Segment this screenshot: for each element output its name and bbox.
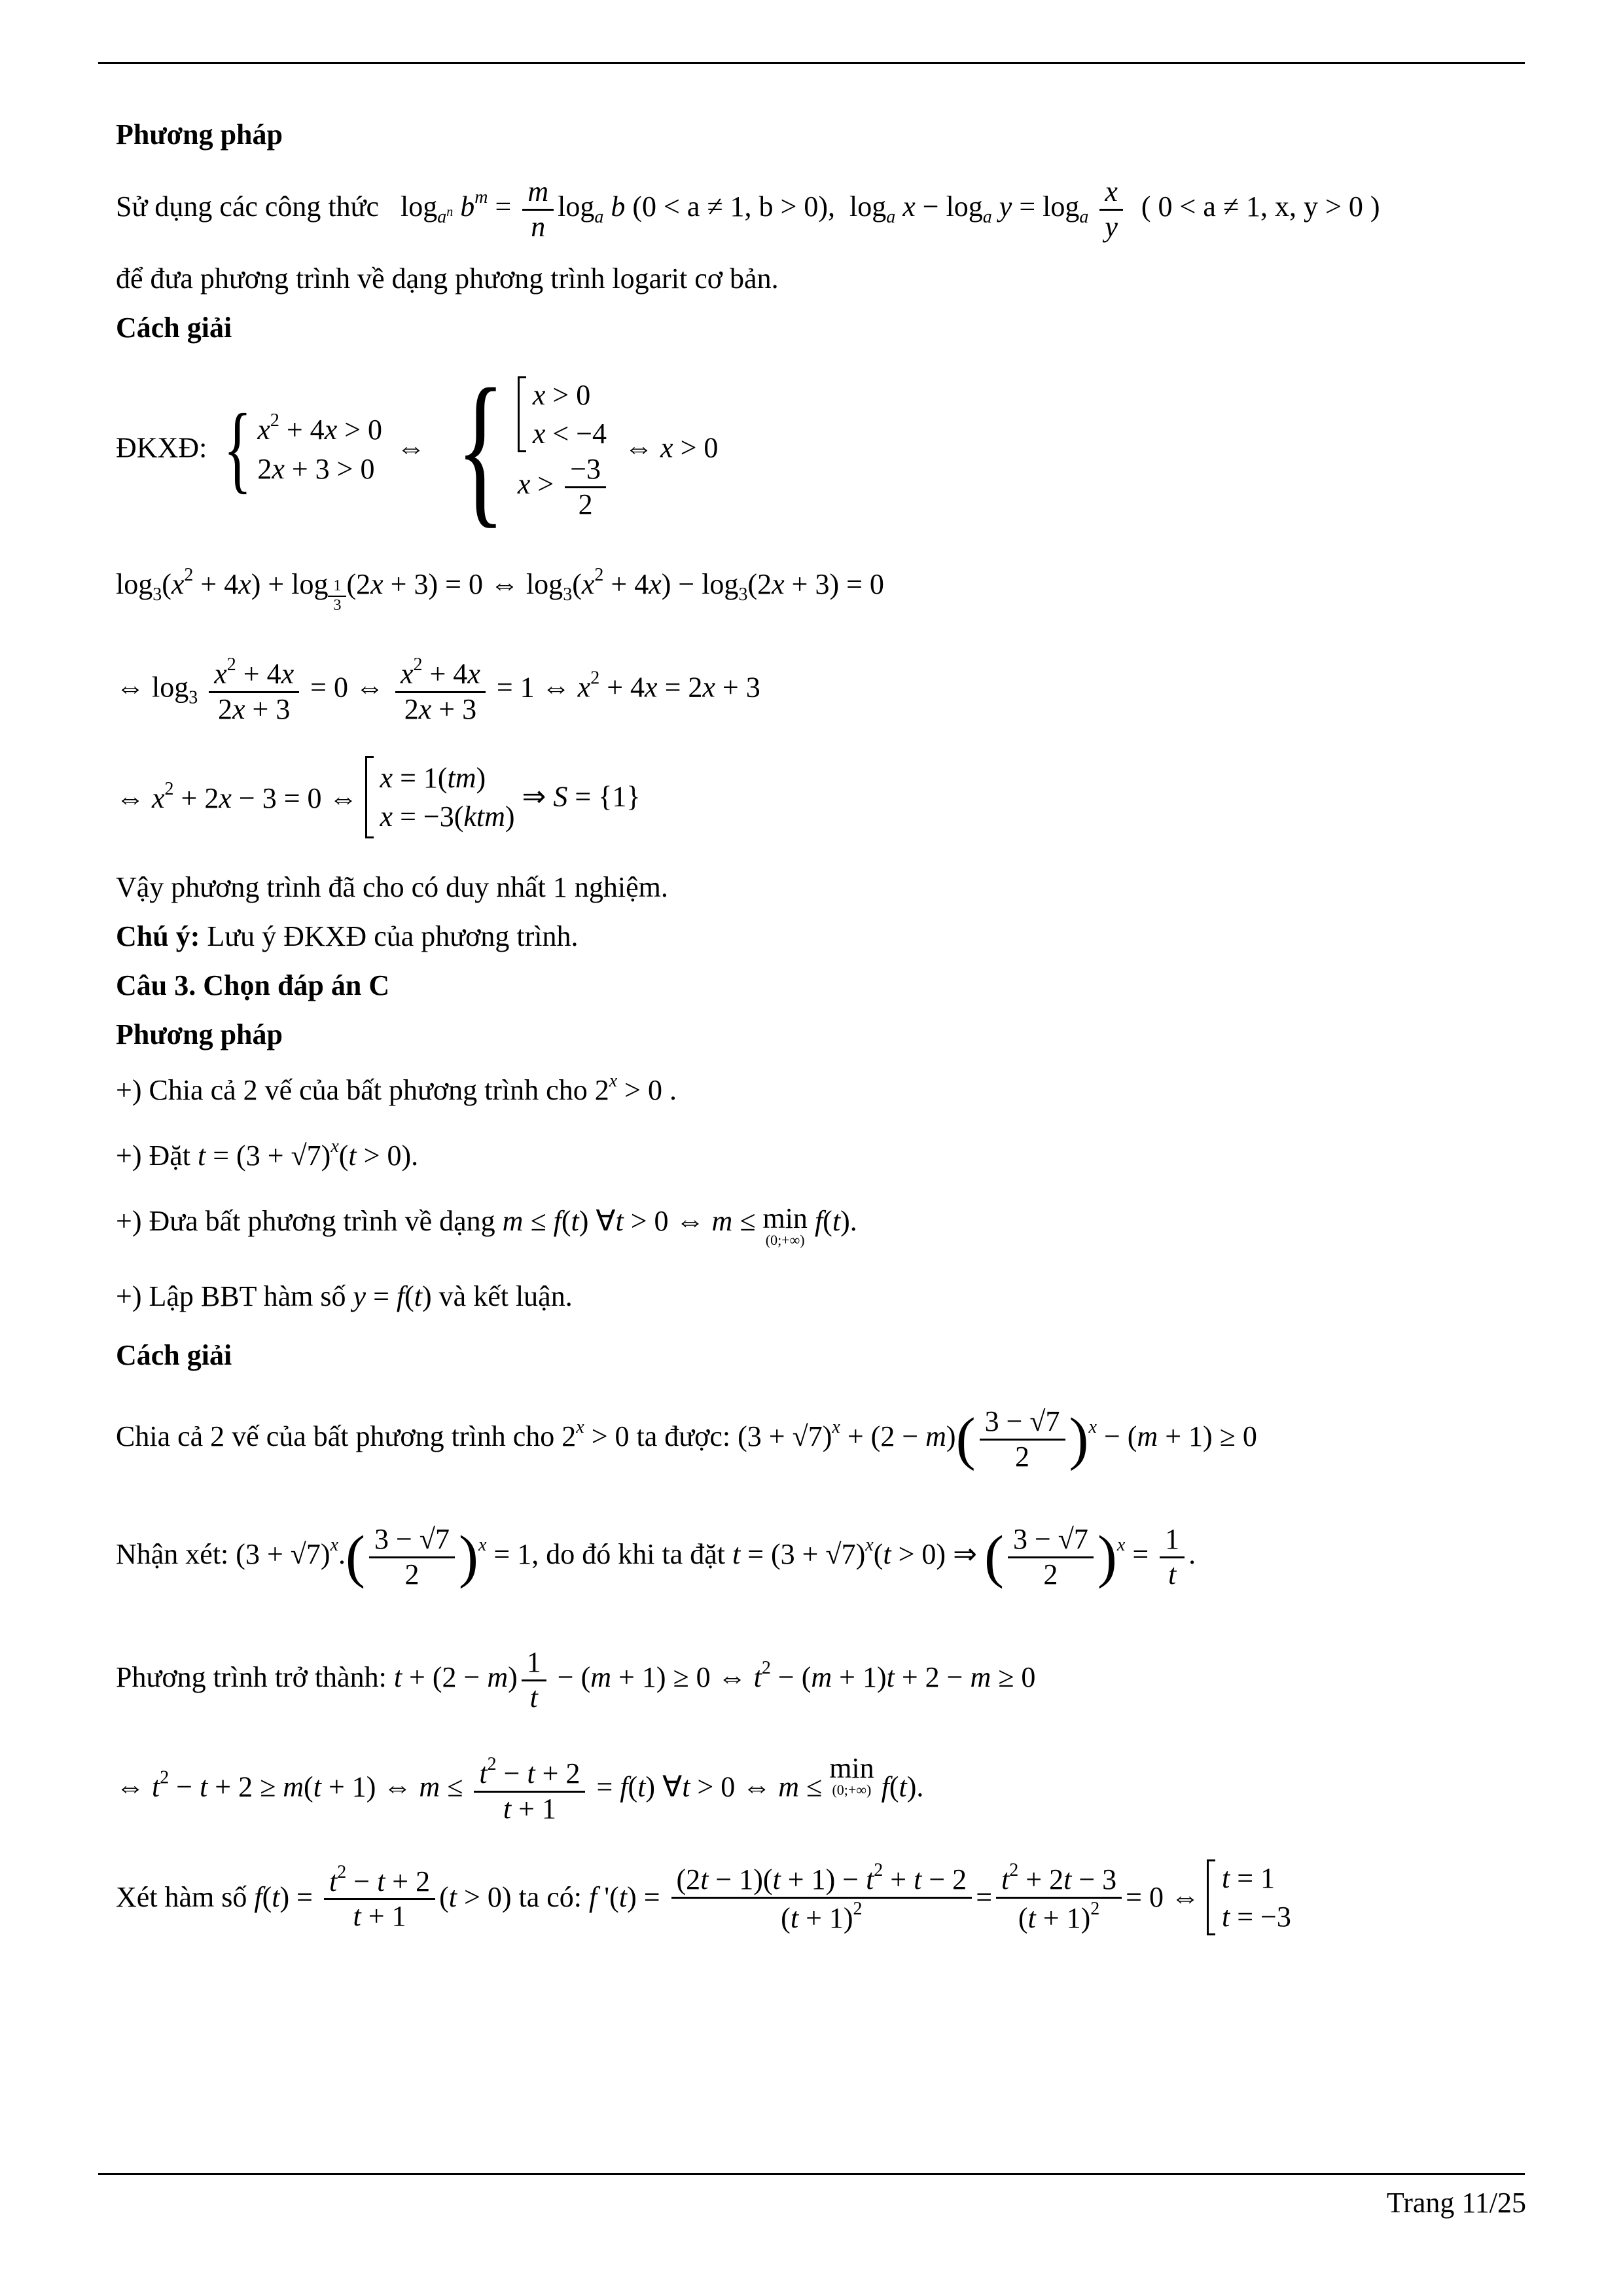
solution-line-4: ⇔ $t^2 - t + 2 \ge m(t + 1)$ ⇔ m ≤ $\frac{t^2 - t + 2}{t + 1}$ = f(t) ∀t > 0 ⇔ m ≤ min (0;+∞) f(t).: [116, 1752, 924, 1825]
method-heading: Phương pháp: [116, 118, 283, 151]
page-number: Trang 11/25: [1386, 2187, 1526, 2219]
method-step-4: +) Lập BBT hàm số y = f(t) và kết luận.: [116, 1280, 573, 1312]
equation-line-3: ⇔ $x^2 + 2x - 3 = 0$ ⇔ x = 1(tm) x = −3(ktm) ⇒ S = {1}: [116, 756, 640, 838]
header-rule: [98, 62, 1525, 64]
solution-line-1: Chia cả 2 vế của bất phương trình cho $2^x > 0$ ta được: $(3 + √7)^x + (2 - m)$( $\frac{3 - √7}{2}$ )$^x$ − (m + 1) ≥ 0: [116, 1405, 1257, 1473]
method-step-2: +) Đặt $t = (3 + √7)^x(t > 0)$.: [116, 1136, 419, 1172]
solution-heading: Cách giải: [116, 312, 232, 344]
method-step-4-text-a: +) Lập BBT hàm số: [116, 1280, 346, 1312]
method-step-2-text: +) Đặt: [116, 1139, 190, 1172]
solution-line-5-text-a: Xét hàm số: [116, 1880, 247, 1913]
solution-line-2-text-a: Nhận xét:: [116, 1538, 229, 1571]
note-line: [116, 920, 578, 954]
method-line-2: để đưa phương trình về dạng phương trình logarit cơ bản.: [116, 262, 779, 295]
formula-condition-2: ( 0 < a ≠ 1, x, y > 0 ): [1141, 190, 1380, 223]
formula-condition-1: (0 < a ≠ 1, b > 0),: [632, 190, 835, 223]
solution-line-5: Xét hàm số f(t) = $\frac{t^2 - t + 2}{t + 1}$ (t > 0) ta có: f '(t) = $\frac{(2t - 1)(t + 1) - t^2 + t - 2}{(t + 1)^2}$ = $\frac{t^2 + 2t - 3}{(t + 1)^2}$ = 0 ⇔ t = 1 t = −3: [116, 1859, 1291, 1937]
solution-line-2: Nhận xét: $(3 + √7)^x$.( $\frac{3 - √7}{2}$ )$^x$ = 1, do đó khi ta đặt $t = (3 + √7)^x(t > 0)$ ⇒ ( $\frac{3 - √7}{2}$ )$^x$ = $\frac{1}{t}$ .: [116, 1522, 1196, 1590]
solution-line-3: Phương trình trở thành: t + (2 − m) $\frac{1}{t}$ − (m + 1) ≥ 0 ⇔ $t^2 - (m + 1)t + 2 - m \ge 0$: [116, 1646, 1036, 1713]
method-step-1-text: +) Chia cả 2 vế của bất phương trình cho: [116, 1074, 588, 1106]
footer-rule: [98, 2173, 1525, 2175]
solution-line-3-text: Phương trình trở thành:: [116, 1661, 387, 1694]
fraction-m-n: $\frac{m}{n}$: [522, 175, 554, 243]
method-step-1: +) Chia cả 2 vế của bất phương trình cho $2^x > 0$ .: [116, 1071, 677, 1106]
dkxd-label: ĐKXĐ:: [116, 431, 207, 464]
solution-line-1-text-b: ta được:: [636, 1420, 731, 1453]
equation-line-1: $\log_3(x^2 + 4x) + \log$ $_{\frac{1}{3}}$ (2x + 3) = 0 ⇔ $\log_3(x^2 + 4x) - \log_3(2x + 3) = 0$: [116, 565, 884, 614]
solution-line-5-text-b: ta có:: [518, 1880, 582, 1913]
note-text: Lưu ý ĐKXĐ của phương trình.: [200, 920, 579, 952]
question-3-title: Câu 3. Chọn đáp án C: [116, 969, 390, 1001]
method-formula-line: Sử dụng các công thức $\log_{a^n} b^m$ = $\frac{m}{n}$ $\log_a b$ (0 < a ≠ 1, b > 0), $\log_a x - \log_a y = \log_a$ $\frac{x}{y}$ ( 0 < a ≠ 1, x, y > 0 ): [116, 175, 1380, 243]
dkxd-system: ĐKXĐ: { $x^2 + 4x > 0$ 2x + 3 > 0 ⇔ { x > 0 x < −4 x > $\frac{-3}{2}$ ⇔ x > 0: [116, 354, 719, 543]
solution-heading-2: Cách giải: [116, 1339, 232, 1371]
method-step-3-text: +) Đưa bất phương trình về dạng: [116, 1205, 495, 1237]
solution-line-1-text-a: Chia cả 2 vế của bất phương trình cho: [116, 1420, 555, 1453]
method-step-3: +) Đưa bất phương trình về dạng m ≤ f(t) ∀t > 0 ⇔ m ≤ min (0;+∞) f(t).: [116, 1202, 857, 1248]
method-step-4-text-b: và kết luận.: [438, 1280, 573, 1312]
solution-line-2-text-b: , do đó khi ta đặt: [531, 1538, 725, 1571]
equation-line-2: ⇔ $\log_3$ $\frac{x^2 + 4x}{2x + 3}$ = 0 ⇔ $\frac{x^2 + 4x}{2x + 3}$ = 1 ⇔ $x^2 + 4x = 2x + 3$: [116, 655, 760, 725]
method-intro: Sử dụng các công thức: [116, 190, 380, 223]
fraction-x-y: $\frac{x}{y}$: [1099, 175, 1123, 243]
conclusion-text: Vậy phương trình đã cho có duy nhất 1 nghiệm.: [116, 871, 668, 903]
method-heading-2: Phương pháp: [116, 1018, 283, 1050]
note-label: Chú ý:: [116, 920, 200, 952]
